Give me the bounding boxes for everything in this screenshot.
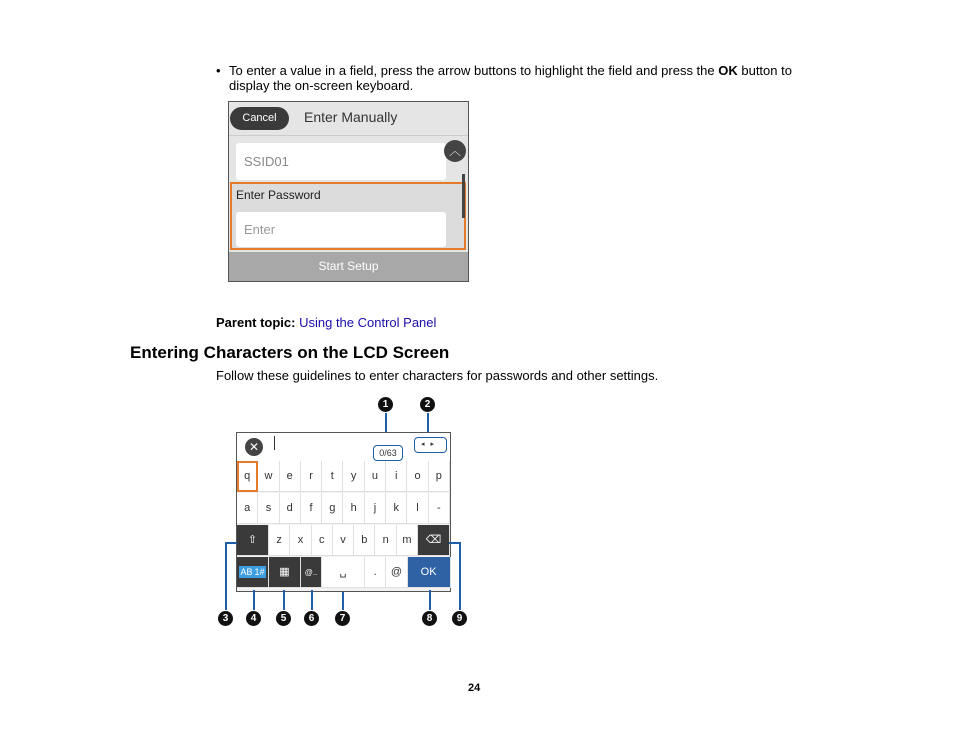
callout-9: 9 (452, 611, 467, 626)
section-heading: Entering Characters on the LCD Screen (130, 343, 450, 362)
callout-9-hline (449, 542, 460, 544)
section-intro: Follow these guidelines to enter characters for passwords and other settings. (216, 368, 659, 383)
key-a[interactable]: a (237, 493, 258, 524)
key-z[interactable]: z (269, 525, 290, 556)
callout-9-line (459, 542, 461, 610)
space-key[interactable]: ␣ (322, 557, 365, 588)
key-p[interactable]: p (429, 461, 450, 492)
key-g[interactable]: g (322, 493, 343, 524)
key-y[interactable]: y (343, 461, 364, 492)
symbol-key[interactable]: @.. (301, 557, 322, 588)
key-l[interactable]: l (407, 493, 428, 524)
callout-7: 7 (335, 611, 350, 626)
key-e[interactable]: e (280, 461, 301, 492)
callout-5-line (283, 590, 285, 610)
keyboard-layout-icon[interactable]: ▦ (269, 557, 301, 588)
key-x[interactable]: x (290, 525, 311, 556)
backspace-icon[interactable]: ⌫ (418, 525, 450, 556)
key-u[interactable]: u (365, 461, 386, 492)
keyboard-row-1 (237, 461, 450, 492)
key-t[interactable]: t (322, 461, 343, 492)
key-s[interactable]: s (258, 493, 279, 524)
callout-3: 3 (218, 611, 233, 626)
callout-2: 2 (420, 397, 435, 412)
screen-title: Enter Manually (304, 109, 398, 125)
key-j[interactable]: j (365, 493, 386, 524)
callout-8: 8 (422, 611, 437, 626)
bullet-paragraph (216, 63, 816, 93)
ab-badge: AB (240, 567, 253, 577)
key-i[interactable]: i (386, 461, 407, 492)
callout-5: 5 (276, 611, 291, 626)
callout-4: 4 (246, 611, 261, 626)
key-q[interactable]: q (237, 461, 258, 492)
callout-7-line (342, 592, 344, 610)
key-b[interactable]: b (354, 525, 375, 556)
keyboard-row-2 (237, 493, 450, 524)
cursor-arrows[interactable]: ◂▸ (414, 437, 447, 453)
callout-3-hline (225, 542, 237, 544)
key-r[interactable]: r (301, 461, 322, 492)
callout-4-line (253, 590, 255, 610)
key-hyphen[interactable]: - (429, 493, 450, 524)
scrollbar[interactable] (462, 174, 465, 218)
keyboard-row-4 (237, 557, 451, 588)
cancel-button[interactable]: Cancel (230, 107, 289, 130)
parent-topic-link[interactable]: Using the Control Panel (299, 315, 437, 330)
text-cursor (274, 436, 275, 450)
period-key[interactable]: . (365, 557, 386, 588)
callout-6-line (311, 590, 313, 610)
keyboard-row-3 (237, 525, 450, 556)
bullet-dot: • (216, 63, 221, 78)
key-m[interactable]: m (397, 525, 418, 556)
shift-icon[interactable]: ⇧ (237, 525, 269, 556)
callout-8-line (429, 590, 431, 610)
password-field[interactable]: Enter (236, 212, 446, 247)
enter-manually-screenshot (228, 101, 469, 282)
key-d[interactable]: d (280, 493, 301, 524)
callout-1: 1 (378, 397, 393, 412)
ok-button[interactable]: OK (408, 557, 451, 588)
parent-topic-label: Parent topic: (216, 315, 296, 330)
key-c[interactable]: c (312, 525, 333, 556)
character-counter: 0/63 (373, 445, 403, 461)
callout-6: 6 (304, 611, 319, 626)
character-type-key[interactable] (237, 557, 269, 588)
at-key[interactable]: @ (386, 557, 407, 588)
key-v[interactable]: v (333, 525, 354, 556)
keyboard-screenshot (236, 432, 451, 592)
ab-suffix: 1# (254, 567, 265, 577)
key-w[interactable]: w (258, 461, 279, 492)
key-f[interactable]: f (301, 493, 322, 524)
password-label: Enter Password (236, 188, 321, 202)
bullet-text: To enter a value in a field, press the arrow buttons to highlight the field and press the OK button to display the on-screen keyboard. (229, 63, 792, 93)
key-n[interactable]: n (375, 525, 396, 556)
page-number: 24 (468, 682, 481, 694)
divider (229, 135, 468, 136)
ssid-field[interactable]: SSID01 (236, 143, 446, 180)
key-h[interactable]: h (343, 493, 364, 524)
key-k[interactable]: k (386, 493, 407, 524)
parent-topic (216, 315, 436, 330)
callout-3-line (225, 542, 227, 610)
start-setup-button[interactable]: Start Setup (229, 252, 468, 281)
chevron-up-icon[interactable]: ︿ (444, 140, 466, 162)
key-o[interactable]: o (407, 461, 428, 492)
close-icon[interactable]: ✕ (245, 438, 263, 456)
